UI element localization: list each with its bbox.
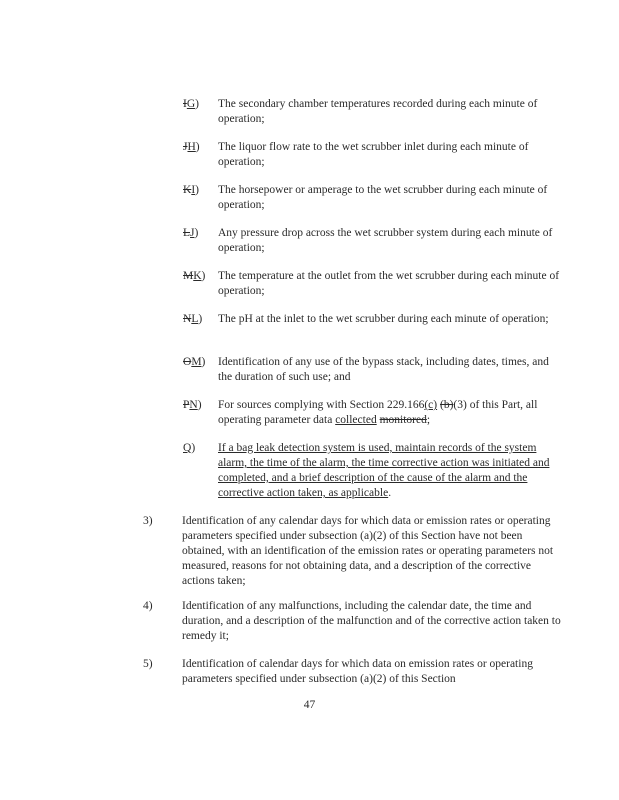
item-number: 4) [143, 600, 153, 612]
inserted-text: If a bag leak detection system is used, maintain records of the system alarm, the time of the alarm, the time corrective action was initiated and completed, and a brief description of the cause of the alarm and the corrective action taken, as applicable [218, 442, 550, 499]
item-text: Identification of calendar days for which data on emission rates or operating parameters specified under subsection (a)(2) of this Section [182, 658, 533, 685]
item-letter: MK) [183, 270, 206, 282]
item-letter: PN) [183, 399, 202, 411]
item-text: The horsepower or amperage to the wet scrubber during each minute of operation; [218, 184, 548, 211]
item-number: 3) [143, 515, 153, 527]
deleted-text: (b) [439, 399, 454, 411]
item-number: 5) [143, 658, 153, 670]
item-letter: KI) [183, 184, 199, 196]
page-number: 47 [303, 699, 316, 711]
inserted-text: collected [335, 414, 377, 426]
item-letter: Q) [183, 442, 196, 454]
item-text: The secondary chamber temperatures recorded during each minute of operation; [218, 98, 538, 125]
item-letter: OM) [183, 356, 206, 368]
item-text: Identification of any use of the bypass stack, including dates, times, and the duration of such use; and [218, 356, 549, 383]
inserted-text: (c) [424, 399, 438, 411]
item-text: If a bag leak detection system is used, maintain records of the system alarm, the time of the alarm, the time corrective action was initiated and completed, and a brief description of the cause of the alarm and the corrective action taken, as applicable. [218, 442, 550, 499]
item-text: The liquor flow rate to the wet scrubber inlet during each minute of operation; [218, 141, 529, 168]
item-letter: JH) [183, 141, 200, 153]
deleted-text: monitored [379, 414, 427, 426]
item-letter: NL) [183, 313, 203, 325]
item-text: The temperature at the outlet from the wet scrubber during each minute of operation; [218, 270, 560, 297]
item-text: Identification of any malfunctions, including the calendar date, the time and duration, and a description of the malfunction and of the corrective action taken to remedy it; [182, 600, 561, 642]
item-letter: IG) [183, 98, 199, 110]
item-text: The pH at the inlet to the wet scrubber during each minute of operation; [218, 313, 549, 325]
item-letter: LJ) [183, 227, 199, 239]
item-text: For sources complying with Section 229.166(c) (b)(3) of this Part, all operating parameter data collected monitored; [218, 399, 538, 426]
item-text: Identification of any calendar days for which data or emission rates or operating parameters specified under subsection (a)(2) of this Section have not been obtained, with an identification of the emission rates or operating parameters not measured, reasons for not obtaining data, and a description of the corrective actions taken; [182, 515, 554, 587]
item-text: Any pressure drop across the wet scrubber system during each minute of operation; [218, 227, 553, 254]
